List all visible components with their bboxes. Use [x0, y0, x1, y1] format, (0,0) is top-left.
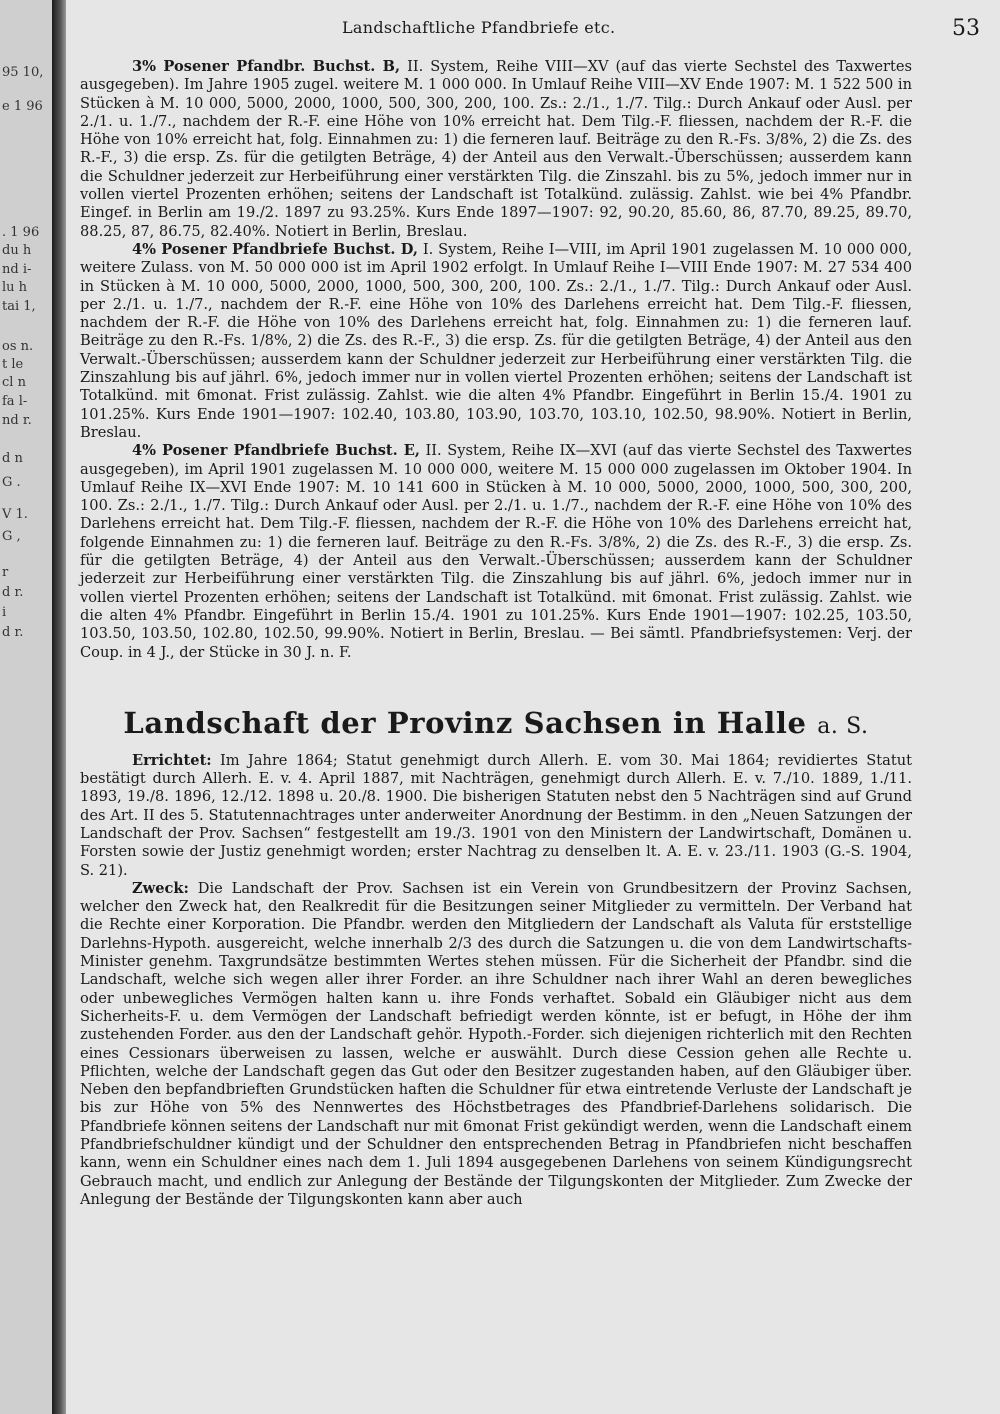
fragment-text: du h [2, 243, 32, 258]
entry-body: II. System, Reihe VIII—XV (auf das vierte Sechstel des Taxwertes ausgegeben). Im Jahre 1905 zugel. weitere M. 1 000 000. In Umlauf Reihe VIII—XV Ende 1907: M. 1 522 500 in Stücken à M. 10 000, 5000, 2000, 1000, 500, 300, 200, 100. Zs.: 2./1., 1./7. Tilg.: Durch Ankauf oder Ausl. per 2./1. u. 1./7., nachdem der R.-F. eine Höhe von 10% erreicht hat. Dem Tilg.-F. fliessen, nachdem der R.-F. die Höhe von 10% erreicht hat, folg. Einnahmen zu: 1) die ferneren lauf. Beiträge zu den R.-Fs. 3/8%, 2) die Zs. des R.-F., 3) die ersp. Zs. für die getilgten Beträge, 4) der Anteil aus den Verwalt.-Überschüssen; ausserdem kann die Schuldner jederzeit zur Herbeiführung einer verstärkten Tilg. die Zinszahl. bis zu 5%, jedoch immer nur in vollen viertel Prozenten erhöhen; seitens der Landschaft ist Totalkünd. zulässig. Zahlst. wie bei 4% Pfandbr. Eingef. in Berlin am 19./2. 1897 zu 93.25%. Kurs Ende 1897—1907: 92, 90.20, 85.60, 86, 87.70, 89.25, 89.70, 88.25, 87, 86.75, 82.40%. Notiert in Berlin, Breslau. [80, 58, 912, 240]
fragment-text: d r. [2, 625, 24, 640]
fragment-text: d r. [2, 585, 24, 600]
section-title-main: Landschaft der Provinz Sachsen in Halle [123, 705, 807, 740]
fragment-text: os n. [2, 339, 34, 354]
fragment-text: tai 1, [2, 299, 36, 314]
section-title-suffix: a. S. [817, 713, 869, 739]
fragment-text: t le [2, 357, 24, 372]
book-page [66, 0, 1000, 1414]
fragment-text: G , [2, 529, 21, 544]
page-number: 53 [952, 16, 980, 41]
entry-body: I. System, Reihe I—VIII, im April 1901 zugelassen M. 10 000 000, weitere Zulass. von M. 50 000 000 ist im April 1902 erfolgt. In Umlauf Reihe I—VIII Ende 1907: M. 27 534 400 in Stücken à M. 10 000, 5000, 2000, 1000, 500, 300, 200, 100. Zs.: 2./1., 1./7. Tilg.: Durch Ankauf oder Ausl. per 2./1. u. 1./7., nachdem der R.-F. eine Höhe von 10% des Darlehens erreicht hat. Dem Tilg.-F. fliessen, nachdem der R.-F. die Höhe von 10% des Darlehens erreicht hat, folg. Einnahmen zu: 1) die ferneren lauf. Beiträge zu den R.-Fs. 1/8%, 2) die Zs. des R.-F., 3) die ersp. Zs. für die getilgten Beträge, 4) der Anteil aus den Verwalt.-Überschüssen; ausserdem kann der Schuldner jederzeit zur Herbeiführung einer verstärkten Tilg. die Zinszahlung bis auf jährl. 6%, jedoch immer nur in vollen viertel Prozenten erhöhen; seitens der Landschaft ist Totalkünd. mit 6monat. Frist zulässig. Zahlst. wie die alten 4% Pfandbr. Eingeführt in Berlin 15./4. 1901 zu 101.25%. Kurs Ende 1901—1907: 102.40, 103.80, 103.90, 103.70, 103.10, 102.50, 98.90%. Notiert in Berlin, Breslau. [80, 240, 913, 441]
fragment-text: V 1. [2, 507, 28, 522]
running-title: Landschaftliche Pfandbriefe etc. [342, 18, 616, 37]
fragment-text: nd r. [2, 413, 32, 428]
section-title [80, 706, 912, 744]
fragment-text: nd i- [2, 262, 32, 277]
fragment-text: r [2, 565, 9, 580]
pfandbrief-entry [80, 58, 912, 241]
zweck-paragraph [80, 880, 912, 1209]
fragment-text: G . [2, 475, 21, 490]
entry-heading: 4% Posener Pfandbriefe Buchst. D, [132, 240, 419, 258]
errichtet-text: Im Jahre 1864; Statut genehmigt durch Allerh. E. vom 30. Mai 1864; revidiertes Statut bestätigt durch Allerh. E. v. 4. April 1887, mit Nachträgen, genehmigt durch Allerh. E. v. 7./10. 1889, 1./11. 1893, 19./8. 1896, 12./12. 1898 u. 20./8. 1900. Die bisherigen Statuten nebst den 5 Nachträgen sind auf Grund des Art. II des 5. Statutennachtrages unter anderweiter Anordnung der Bestimm. in den „Neuen Satzungen der Landschaft der Prov. Sachsen“ festgestellt am 19./3. 1901 von den Ministern der Landwirtschaft, Domänen u. Forsten sowie der Justiz genehmigt worden; erster Nachtrag zu denselben lt. A. E. v. 23./11. 1903 (G.-S. 1904, S. 21). [80, 751, 912, 879]
fragment-text: 95 10, [2, 65, 44, 80]
fragment-text: . 1 96 [2, 225, 40, 240]
fragment-text: d n [2, 451, 23, 466]
pfandbrief-entry [80, 442, 912, 662]
fragment-text: e 1 96 [2, 99, 43, 114]
zweck-label: Zweck: [132, 879, 189, 897]
fragment-text: fa l- [2, 394, 28, 409]
page-content [80, 58, 912, 1209]
errichtet-label: Errichtet: [132, 751, 212, 769]
fragment-text: cl n [2, 375, 26, 390]
book-gutter [52, 0, 66, 1414]
entry-heading: 3% Posener Pfandbr. Buchst. B, [132, 58, 401, 75]
zweck-text: Die Landschaft der Prov. Sachsen ist ein Verein von Grundbesitzern der Provinz Sachsen, welcher den Zweck hat, den Realkredit für die Besitzungen seiner Mitglieder zu vermitteln. Der Verband hat die Rechte einer Korporation. Die Pfandbr. werden den Mitgliedern der Landschaft als Valuta für erststellige Darlehns-Hypoth. ausgereicht, welche innerhalb 2/3 des durch die Satzungen u. die von dem Landwirtschafts-Minister genehm. Taxgrundsätze bestimmten Wertes stehen müssen. Für die Sicherheit der Pfandbr. sind die Landschaft, welche sich wegen aller ihrer Forder. an ihre Schuldner nach ihrer Wahl an deren bewegliches oder unbewegliches Vermögen halten kann u. ihre Fonds verhaftet. Sobald ein Gläubiger nicht aus dem Sicherheits-F. u. dem Vermögen der Landschaft befriedigt werden könnte, ist er befugt, in Höhe der ihm zustehenden Forder. aus den der Landschaft gehör. Hypoth.-Forder. sich diejenigen richterlich mit den Rechten eines Cessionars überweisen zu lassen, welche er auswählt. Durch diese Cession gehen alle Rechte u. Pflichten, welche der Landschaft gegen das Gut oder den Besitzer zugestanden haben, auf den Gläubiger über. Neben den bepfandbrieften Grundstücken haften die Schuldner für etwa eintretende Verluste der Landschaft je bis zur Höhe von 5% des Nennwertes des Höchstbetrages des Pfandbrief-Darlehens solidarisch. Die Pfandbriefe können seitens der Landschaft nur mit 6monat Frist gekündigt werden, wenn die Landschaft einem Pfandbriefschuldner kündigt und der Schuldner den entsprechenden Betrag in Pfandbriefen nicht beschaffen kann, wenn ein Schuldner eines nach dem 1. Juli 1894 ausgegebenen Darlehens von seinem Kündigungsrecht Gebrauch macht, und endlich zur Anlegung der Bestände der Tilgungskonten der Mitglieder. Zum Zwecke der Anlegung der Bestände der Tilgungskonten kann aber auch [80, 879, 912, 1208]
entry-heading: 4% Posener Pfandbriefe Buchst. E, [132, 442, 420, 460]
fragment-text: i [2, 605, 7, 620]
pfandbrief-entry [80, 241, 912, 442]
errichtet-paragraph [80, 752, 912, 880]
adjacent-page-fragment [0, 0, 52, 1414]
entry-body: II. System, Reihe IX—XVI (auf das vierte Sechstel des Taxwertes ausgegeben), im April 1901 zugelassen M. 10 000 000, weitere M. 15 000 000 zugelassen im Oktober 1904. In Umlauf Reihe IX—XVI Ende 1907: M. 10 141 600 in Stücken à M. 10 000, 5000, 2000, 1000, 500, 300, 200, 100. Zs.: 2./1., 1./7. Tilg.: Durch Ankauf oder Ausl. per 2./1. u. 1./7., nachdem der R.-F. eine Höhe von 10% des Darlehens erreicht hat. Dem Tilg.-F. fliessen, nachdem der R.-F. die Höhe von 10% des Darlehens erreicht hat, folgende Einnahmen zu: 1) die ferneren lauf. Beiträge zu den R.-Fs. 3/8%, 2) die Zs. des R.-F., 3) die ersp. Zs. für die getilgten Beträge, 4) der Anteil aus den Verwalt.-Überschüssen; ausserdem kann der Schuldner jederzeit zur Herbeiführung einer verstärkten Tilg. die Zinszahlung bis auf jährl. 6%, jedoch immer nur in vollen viertel Prozenten erhöhen; seitens der Landschaft ist Totalkünd. mit 6monat. Frist zulässig. Zahlst. wie die alten 4% Pfandbr. Eingeführt in Berlin 15./4. 1901 zu 101.25%. Kurs Ende 1901—1907: 102.25, 103.50, 103.50, 103.50, 102.80, 102.50, 99.90%. Notiert in Berlin, Breslau. — Bei sämtl. Pfandbriefsystemen: Verj. der Coup. in 4 J., der Stücke in 30 J. n. F. [80, 442, 912, 661]
running-header [66, 16, 1000, 40]
fragment-text: lu h [2, 280, 28, 295]
